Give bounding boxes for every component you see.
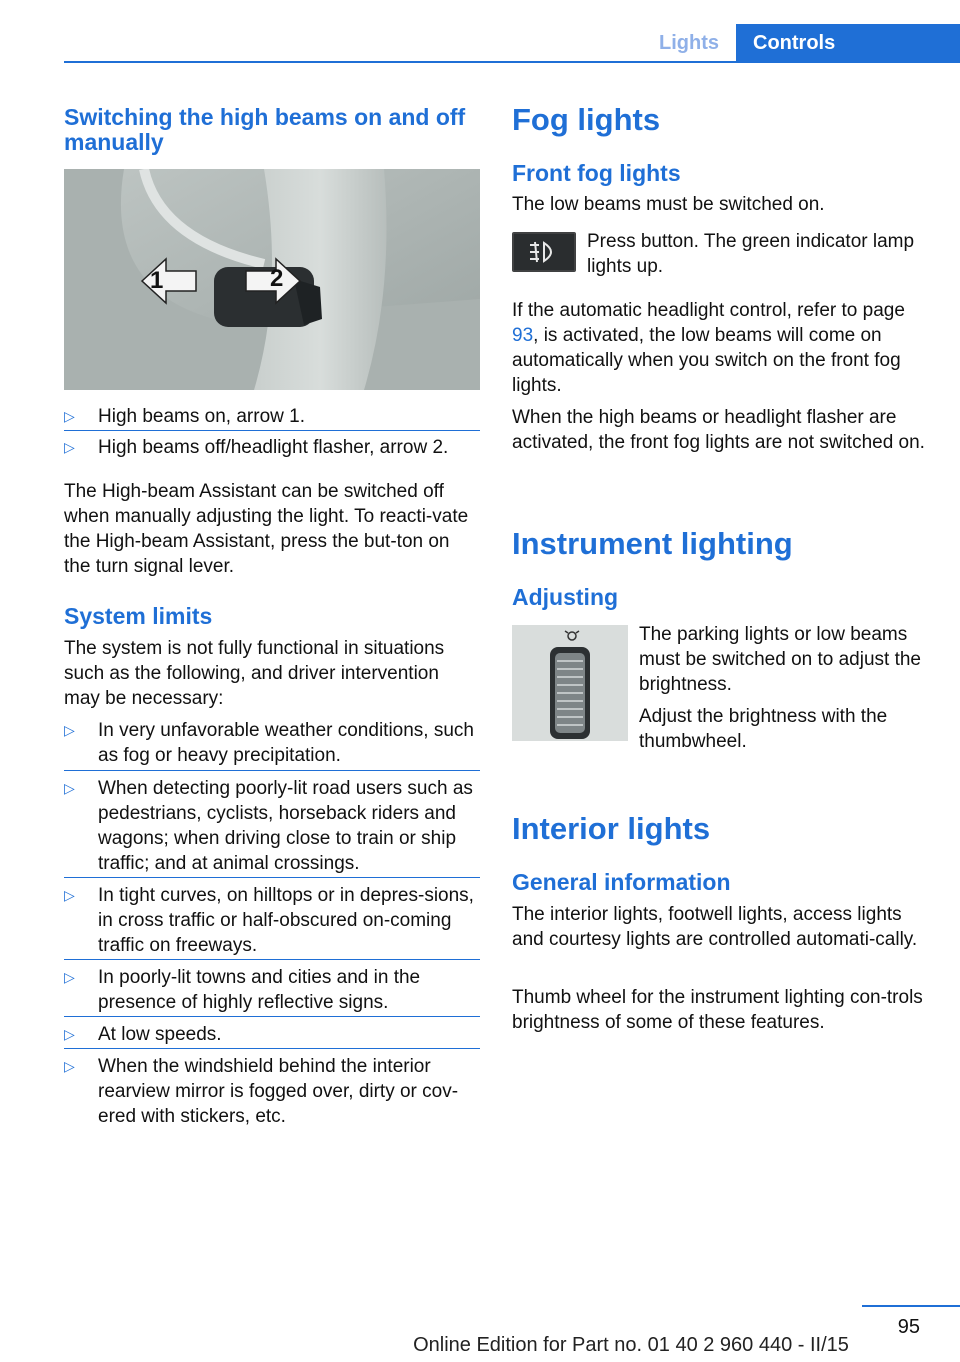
triangle-bullet-icon: ▷	[64, 439, 75, 455]
system-limits-text: The system is not fully functional in situations such as the following, and driver intervention may be necessary:	[64, 638, 445, 709]
adjusting-text-1: The parking lights or low beams must be switched on to adjust the brightness.	[639, 624, 921, 695]
chapter-tab-controls[interactable]: Controls	[736, 24, 960, 62]
front-fog-text-4: When the high beams or headlight flasher are activated, the front fog lights are not switched on.	[512, 407, 925, 453]
triangle-bullet-icon: ▷	[64, 780, 75, 796]
front-fog-text-1: The low beams must be switched on.	[512, 194, 825, 215]
page-link-93[interactable]: 93	[512, 325, 534, 346]
heading-instrument-lighting: Instrument lighting	[512, 526, 793, 561]
list-item: ▷ When detecting poorly-lit road users such as pedestrians, cyclists, horseback riders and wagons; when driving close to train or ship traffic; and at animal crossings.	[64, 778, 473, 874]
section-heading-high-beams: Switching the high beams on and off manually	[64, 104, 466, 155]
general-info-text-1: The interior lights, footwell lights, access lights and courtesy lights are controlled automati-cally.	[512, 904, 918, 950]
list-item: ▷ In tight curves, on hilltops or in depres-sions, in cross traffic or half-obscured on-coming traffic on freeways.	[64, 885, 474, 956]
list-separator	[64, 959, 480, 960]
triangle-bullet-icon: ▷	[64, 1026, 75, 1042]
subheading-system-limits: System limits	[64, 603, 213, 629]
arrow-label-2: 2	[270, 265, 284, 292]
heading-interior-lights: Interior lights	[512, 811, 711, 846]
list-separator	[64, 1016, 480, 1017]
page-number: 95	[897, 1316, 920, 1338]
list-item: ▷ At low speeds.	[64, 1024, 222, 1045]
list-item: ▷ When the windshield behind the interior rearview mirror is fogged over, dirty or cov-ered with stickers, etc.	[64, 1056, 459, 1127]
turn-signal-lever-figure	[64, 169, 480, 390]
list-separator	[64, 770, 480, 771]
edition-footer: Online Edition for Part no. 01 40 2 960 440 - II/15	[413, 1334, 849, 1356]
list-item: ▷ In very unfavorable weather conditions, such as fog or heavy precipitation.	[64, 720, 474, 766]
triangle-bullet-icon: ▷	[64, 887, 75, 903]
front-fog-text-3: If the automatic headlight control, refer to page 93, is activated, the low beams will come on automatically when you switch on the front fog lights.	[512, 300, 905, 396]
subheading-general-information: General information	[512, 869, 731, 895]
header-rule	[64, 61, 960, 63]
fog-light-button-icon	[512, 232, 576, 272]
list-separator	[64, 1048, 480, 1049]
adjusting-text-2: Adjust the brightness with the thumbwheel.	[639, 706, 888, 752]
triangle-bullet-icon: ▷	[64, 969, 75, 985]
list-separator	[64, 877, 480, 878]
thumbwheel-icon	[512, 625, 628, 741]
high-beam-assistant-text: The High-beam Assistant can be switched off when manually adjusting the light. To reacti-vate the High-beam Assistant, press the but-ton on the turn signal lever.	[64, 481, 469, 577]
section-tab-lights[interactable]: Lights	[659, 31, 719, 54]
list-separator	[64, 430, 480, 431]
heading-fog-lights: Fog lights	[512, 102, 661, 137]
front-fog-text-2: Press button. The green indicator lamp lights up.	[587, 231, 915, 277]
list-item: ▷ High beams on, arrow 1.	[64, 406, 305, 427]
triangle-bullet-icon: ▷	[64, 722, 75, 738]
footer-rule	[862, 1305, 960, 1307]
subheading-adjusting: Adjusting	[512, 584, 619, 610]
subheading-front-fog-lights: Front fog lights	[512, 160, 681, 186]
triangle-bullet-icon: ▷	[64, 408, 75, 424]
triangle-bullet-icon: ▷	[64, 1058, 75, 1074]
general-info-text-2: Thumb wheel for the instrument lighting con-trols brightness of some of these features.	[512, 987, 923, 1033]
list-item: ▷ High beams off/headlight flasher, arrow 2.	[64, 437, 449, 458]
arrow-label-1: 1	[150, 267, 164, 294]
list-item: ▷ In poorly-lit towns and cities and in the presence of highly reflective signs.	[64, 967, 421, 1013]
